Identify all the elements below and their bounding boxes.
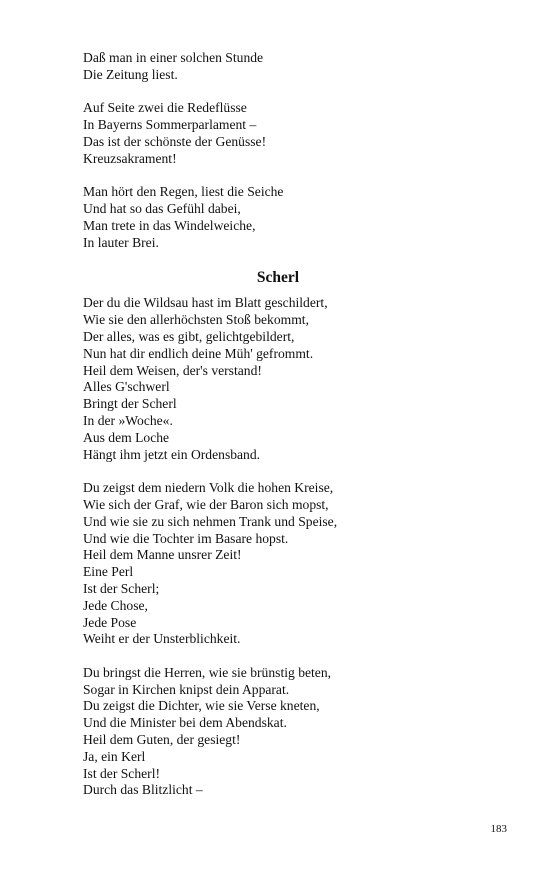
stanza: [83, 184, 473, 251]
verse-line: In Bayerns Sommerparlament –: [83, 117, 257, 133]
verse-line: Ist der Scherl!: [83, 765, 161, 781]
stanza: [83, 100, 473, 167]
verse-line: Auf Seite zwei die Redeflüsse: [83, 100, 247, 116]
verse-line: In der »Woche«.: [83, 412, 173, 428]
verse-line: Die Zeitung liest.: [83, 66, 178, 82]
verse-line: Du zeigst die Dichter, wie sie Verse kneten,: [83, 698, 320, 714]
verse-line: Wie sich der Graf, wie der Baron sich mopst,: [83, 496, 329, 512]
verse-line: Weiht er der Unsterblichkeit.: [83, 631, 241, 647]
verse-line: Ist der Scherl;: [83, 580, 160, 596]
verse-line: Du zeigst dem niedern Volk die hohen Kreise,: [83, 480, 334, 496]
intro-stanzas: [83, 50, 473, 252]
verse-line: Und wie die Tochter im Basare hopst.: [83, 530, 289, 546]
verse-line: Alles G'schwerl: [83, 379, 170, 395]
verse-line: Hängt ihm jetzt ein Ordensband.: [83, 446, 261, 462]
stanza: [83, 665, 473, 799]
verse-line: Und die Minister bei dem Abendskat.: [83, 715, 287, 731]
verse-line: Nun hat dir endlich deine Müh' gefrommt.: [83, 345, 314, 361]
stanza: [83, 295, 473, 463]
verse-line: Durch das Blitzlicht –: [83, 782, 203, 798]
verse-line: Heil dem Weisen, der's verstand!: [83, 362, 262, 378]
verse-line: Kreuzsakrament!: [83, 150, 177, 166]
verse-line: Wie sie den allerhöchsten Stoß bekommt,: [83, 312, 309, 328]
verse-line: In lauter Brei.: [83, 234, 159, 250]
page-number: 183: [490, 823, 507, 835]
verse-line: Der alles, was es gibt, gelichtgebildert,: [83, 328, 295, 344]
verse-line: Der du die Wildsau hast im Blatt geschildert,: [83, 295, 328, 311]
verse-line: Du bringst die Herren, wie sie brünstig beten,: [83, 664, 332, 680]
verse-line: Man trete in das Windelweiche,: [83, 217, 256, 233]
verse-line: Das ist der schönste der Genüsse!: [83, 133, 267, 149]
verse-line: Und wie sie zu sich nehmen Trank und Speise,: [83, 513, 338, 529]
verse-line: Eine Perl: [83, 564, 134, 580]
stanza: [83, 480, 473, 648]
verse-line: Daß man in einer solchen Stunde: [83, 50, 264, 65]
verse-line: Sogar in Kirchen knipst dein Apparat.: [83, 681, 290, 697]
poem-title: Scherl: [256, 269, 300, 287]
page-content: [83, 50, 473, 816]
poem-stanzas: [83, 295, 473, 799]
verse-line: Und hat so das Gefühl dabei,: [83, 201, 241, 217]
verse-line: Jede Pose: [83, 614, 137, 630]
verse-line: Man hört den Regen, liest die Seiche: [83, 184, 284, 200]
verse-line: Bringt der Scherl: [83, 396, 177, 412]
stanza: [83, 50, 473, 84]
verse-line: Jede Chose,: [83, 597, 148, 613]
verse-line: Heil dem Guten, der gesiegt!: [83, 732, 241, 748]
verse-line: Aus dem Loche: [83, 429, 170, 445]
verse-line: Heil dem Manne unsrer Zeit!: [83, 547, 242, 563]
verse-line: Ja, ein Kerl: [83, 748, 146, 764]
